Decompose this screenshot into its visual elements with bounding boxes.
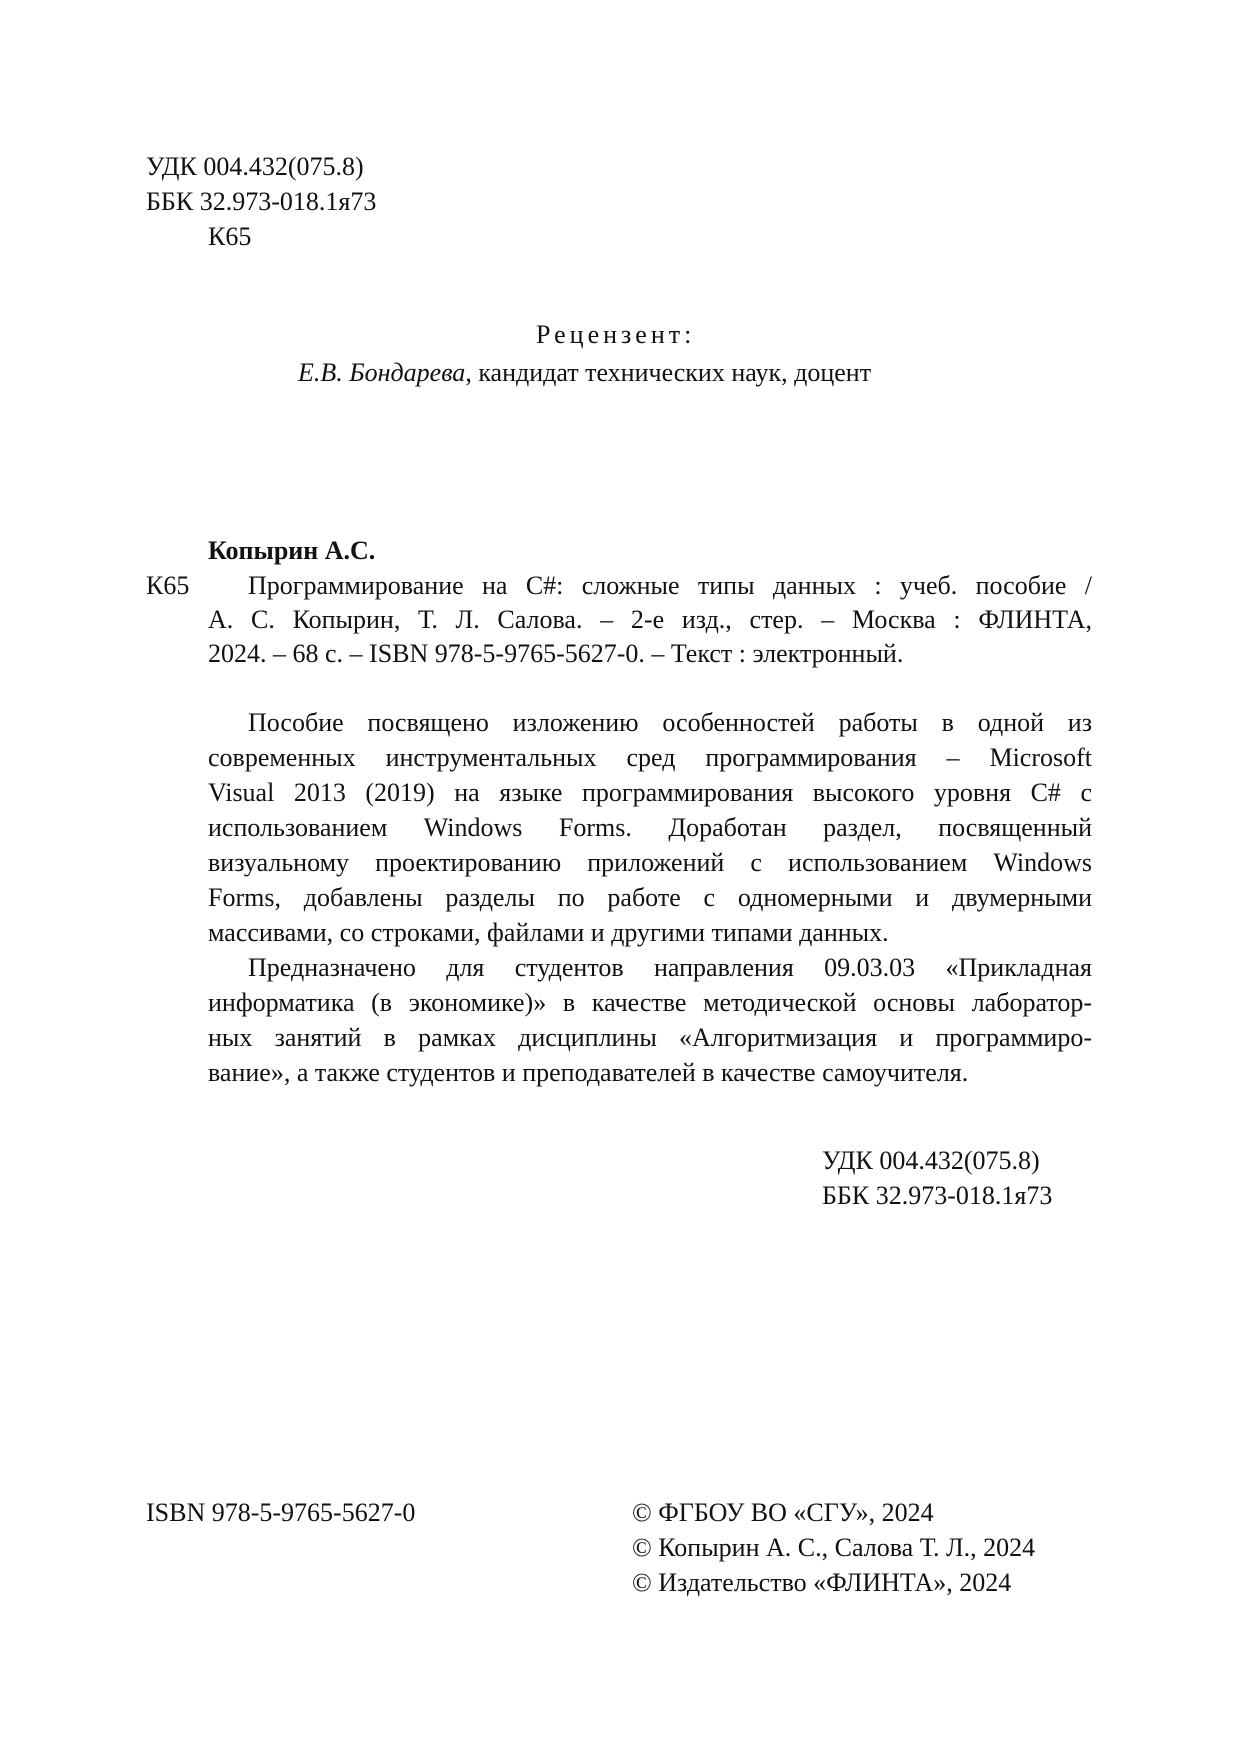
annotation-p1-line-2: современных инструментальных сред программирования – Microsoft [208, 743, 1092, 772]
annotation-p1-line-6: Forms, добавлены разделы по работе с одномерными и двумерными [208, 883, 1092, 912]
bib-line-2: А. С. Копырин, Т. Л. Салова. – 2-е изд., стер. – Москва : ФЛИНТА, [208, 605, 1092, 634]
copyright-line-1: © ФГБОУ ВО «СГУ», 2024 [632, 1498, 934, 1527]
reviewer-name: Е.В. Бондарева [298, 358, 466, 387]
copyright-line-3: © Издательство «ФЛИНТА», 2024 [632, 1568, 1012, 1597]
bib-author-mark: К65 [146, 571, 190, 600]
annotation-p1-line-7: массивами, со строками, файлами и другими типами данных. [208, 918, 889, 947]
author-heading: Копырин А.С. [208, 536, 376, 565]
reviewer-line [298, 356, 871, 390]
annotation-p1-line-1: Пособие посвящено изложению особенностей работы в одной из [248, 708, 1092, 737]
isbn: ISBN 978-5-9765-5627-0 [146, 1498, 416, 1527]
reviewer-heading: Рецензент: [536, 320, 696, 349]
copyright-line-2: © Копырин А. С., Салова Т. Л., 2024 [632, 1533, 1036, 1562]
top-udk-code: УДК 004.432(075.8) [146, 152, 364, 181]
bib-line-3: 2024. – 68 с. – ISBN 978-5-9765-5627-0. – Текст : электронный. [208, 639, 904, 668]
annotation-p2-line-1: Предназначено для студентов направления 09.03.03 «Прикладная [248, 953, 1092, 982]
bottom-udk-code: УДК 004.432(075.8) [822, 1146, 1040, 1175]
reviewer-title: , кандидат технических наук, доцент [465, 358, 872, 387]
bib-line-1: Программирование на C#: сложные типы данных : учеб. пособие / [248, 571, 1092, 600]
annotation-p1-line-4: использованием Windows Forms. Доработан раздел, посвященный [208, 813, 1092, 842]
top-author-mark: К65 [208, 222, 252, 251]
annotation-p2-line-2: информатика (в экономике)» в качестве методической основы лаборатор- [208, 988, 1092, 1017]
bottom-bbk-code: ББК 32.973-018.1я73 [822, 1181, 1053, 1210]
annotation-p1-line-3: Visual 2013 (2019) на языке программирования высокого уровня C# с [208, 778, 1092, 807]
annotation-p2-line-3: ных занятий в рамках дисциплины «Алгоритмизация и программиро- [208, 1023, 1092, 1052]
annotation-p1-line-5: визуальному проектированию приложений с использованием Windows [208, 848, 1092, 877]
annotation-p2-line-4: вание», а также студентов и преподавателей в качестве самоучителя. [208, 1058, 969, 1087]
top-bbk-code: ББК 32.973-018.1я73 [146, 187, 377, 216]
